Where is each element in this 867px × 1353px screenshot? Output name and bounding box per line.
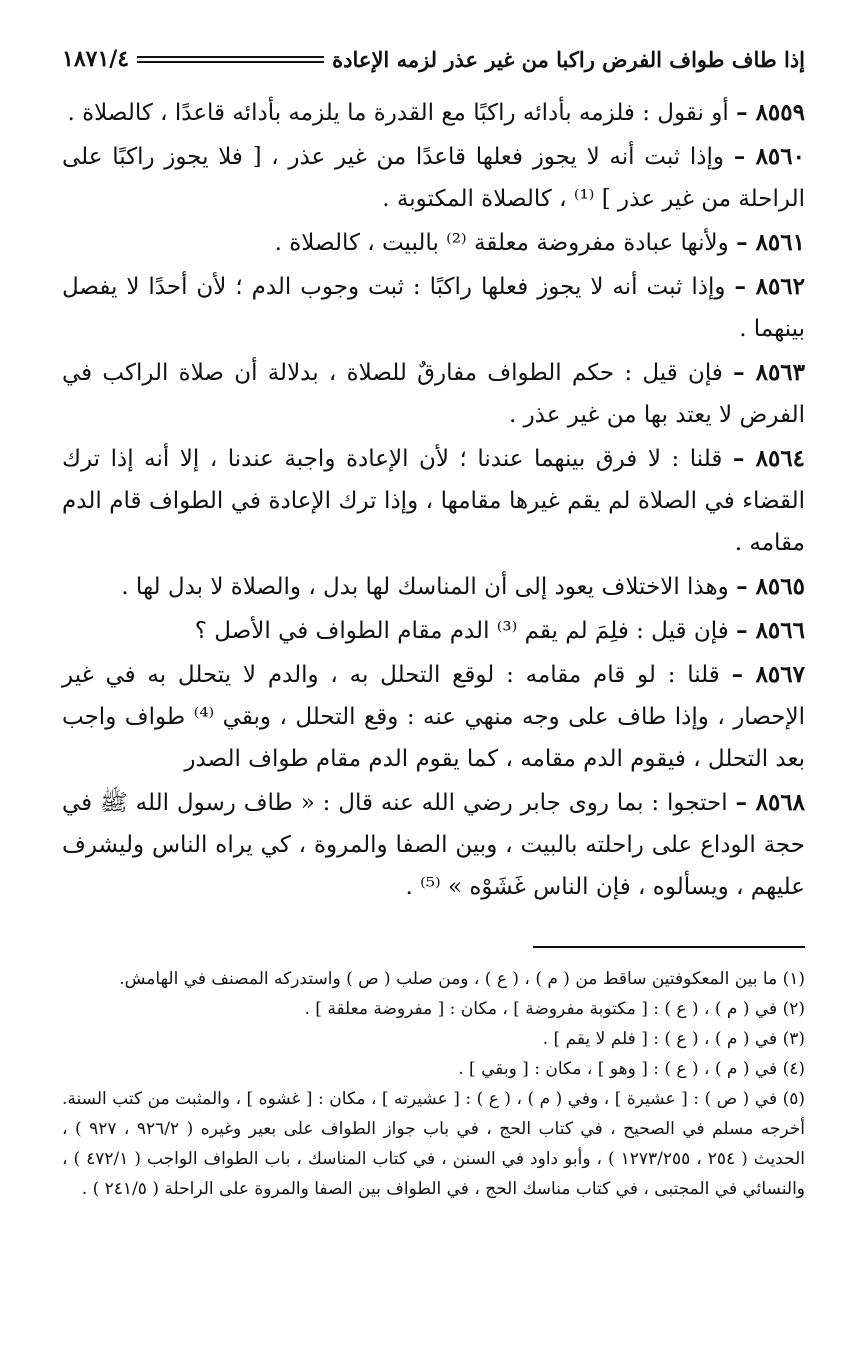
- paragraph-text: وإذا ثبت أنه لا يجوز فعلها قاعدًا من غير عذر ، [ فلا يجوز راكبًا على الراحلة من غير عذر ] ⁽¹⁾ ، كالصلاة المكتوبة .: [62, 144, 805, 212]
- paragraph-text: فإن قيل : حكم الطواف مفارقٌ للصلاة ، بدلالة أن صلاة الراكب في الفرض لا يعتد بها من غير عذر .: [62, 360, 805, 428]
- paragraph-8567: [62, 654, 805, 780]
- paragraph-number: ٨٥٦٦ –: [736, 617, 805, 644]
- paragraph-number: ٨٥٦١ –: [736, 229, 805, 256]
- page-reference: ١٨٧١/٤: [62, 46, 130, 72]
- paragraph-text: وهذا الاختلاف يعود إلى أن المناسك لها بدل ، والصلاة لا بدل لها .: [121, 574, 729, 600]
- footnote-4: (٤) في ( م ) ، ( ع ) : [ وهو ] ، مكان : [ وبقي ] .: [458, 1059, 805, 1079]
- paragraph-text: أو نقول : فلزمه بأدائه راكبًا مع القدرة ما يلزمه بأدائه قاعدًا ، كالصلاة .: [67, 100, 729, 126]
- main-text: [62, 92, 805, 908]
- paragraph-8563: [62, 352, 805, 436]
- paragraph-number: ٨٥٦٣ –: [733, 359, 806, 386]
- running-title: إذا طاف طواف الفرض راكبا من غير عذر لزمه الإعادة: [332, 46, 805, 72]
- paragraph-8568: [62, 782, 805, 908]
- paragraph-8562: [62, 266, 805, 350]
- paragraph-number: ٨٥٦٤ –: [732, 445, 806, 472]
- footnote-5: (٥) في ( ص ) : [ عشيرة ] ، وفي ( م ) ، ( ع ) : [ عشيرته ] ، مكان : [ غشوه ] ، والمثبت من كتب السنة. أخرجه مسلم في الصحيح ، في كتاب الحج ، في باب جواز الطواف على بعير وغيره ( ٩٢٦/٢ ، ٩٢٧ ) ، الحديث ( ٢٥٤ ، ١٢٧٣/٢٥٥ ) ، وأبو داود في السنن ، في كتاب المناسك ، باب الطواف الواجب ( ٤٧٢/١ ) ، والنسائي في المجتبى ، في كتاب مناسك الحج ، في الطواف بين الصفا والمروة على الراحلة ( ٢٤١/٥ ) .: [62, 1089, 805, 1199]
- paragraph-text: قلنا : لو قام مقامه : لوقع التحلل به ، والدم لا يتحلل به في غير الإحصار ، وإذا طاف على وجه منهي عنه : وقع التحلل ، وبقي ⁽⁴⁾ طواف واجب بعد التحلل ، فيقوم الدم مقامه ، كما يقوم الدم مقام طواف الصدر: [62, 662, 805, 772]
- paragraph-text: فإن قيل : فلِمَ لم يقم ⁽³⁾ الدم مقام الطواف في الأصل ؟: [194, 618, 729, 644]
- footnotes: [62, 964, 805, 1204]
- footnote-2: (٢) في ( م ) ، ( ع ) : [ مكتوبة مفروضة ] ، مكان : [ مفروضة معلقة ] .: [304, 999, 805, 1019]
- footnote-3: (٣) في ( م ) ، ( ع ) : [ فلم لا يقم ] .: [542, 1029, 805, 1049]
- paragraph-number: ٨٥٥٩ –: [736, 99, 805, 126]
- footnote-1: (١) ما بين المعكوفتين ساقط من ( م ) ، ( ع ) ، ومن صلب ( ص ) واستدركه المصنف في الهامش.: [119, 969, 805, 989]
- paragraph-text: قلنا : لا فرق بينهما عندنا ؛ لأن الإعادة واجبة عندنا ، إلا أنه إذا ترك القضاء في الصلاة لم يقم غيرها مقامها ، وإذا ترك الإعادة في الطواف قام الدم مقامه .: [62, 446, 805, 556]
- paragraph-8560: [62, 136, 805, 220]
- footnote-separator: [533, 946, 805, 948]
- header-rule: [137, 56, 324, 63]
- paragraph-8561: [62, 222, 805, 264]
- paragraph-8565: [62, 566, 805, 608]
- paragraph-number: ٨٥٦٧ –: [731, 661, 805, 688]
- paragraph-number: ٨٥٦٠ –: [733, 143, 805, 170]
- paragraph-number: ٨٥٦٨ –: [735, 789, 806, 816]
- paragraph-text: وإذا ثبت أنه لا يجوز فعلها راكبًا : ثبت وجوب الدم ؛ لأن أحدًا لا يفصل بينهما .: [62, 274, 805, 342]
- paragraph-8559: [62, 92, 805, 134]
- paragraph-8566: [62, 610, 805, 652]
- paragraph-number: ٨٥٦٥ –: [736, 573, 805, 600]
- paragraph-8564: [62, 438, 805, 564]
- running-header: [62, 40, 805, 78]
- paragraph-text: احتجوا : بما روى جابر رضي الله عنه قال : « طاف رسول الله ﷺ في حجة الوداع على راحلته بالبيت ، وبين الصفا والمروة ، كي يراه الناس وليشرف عليهم ، ويسألوه ، فإن الناس غَشَوْه » ⁽⁵⁾ .: [62, 790, 805, 900]
- paragraph-text: ولأنها عبادة مفروضة معلقة ⁽²⁾ بالبيت ، كالصلاة .: [274, 230, 729, 256]
- paragraph-number: ٨٥٦٢ –: [734, 273, 806, 300]
